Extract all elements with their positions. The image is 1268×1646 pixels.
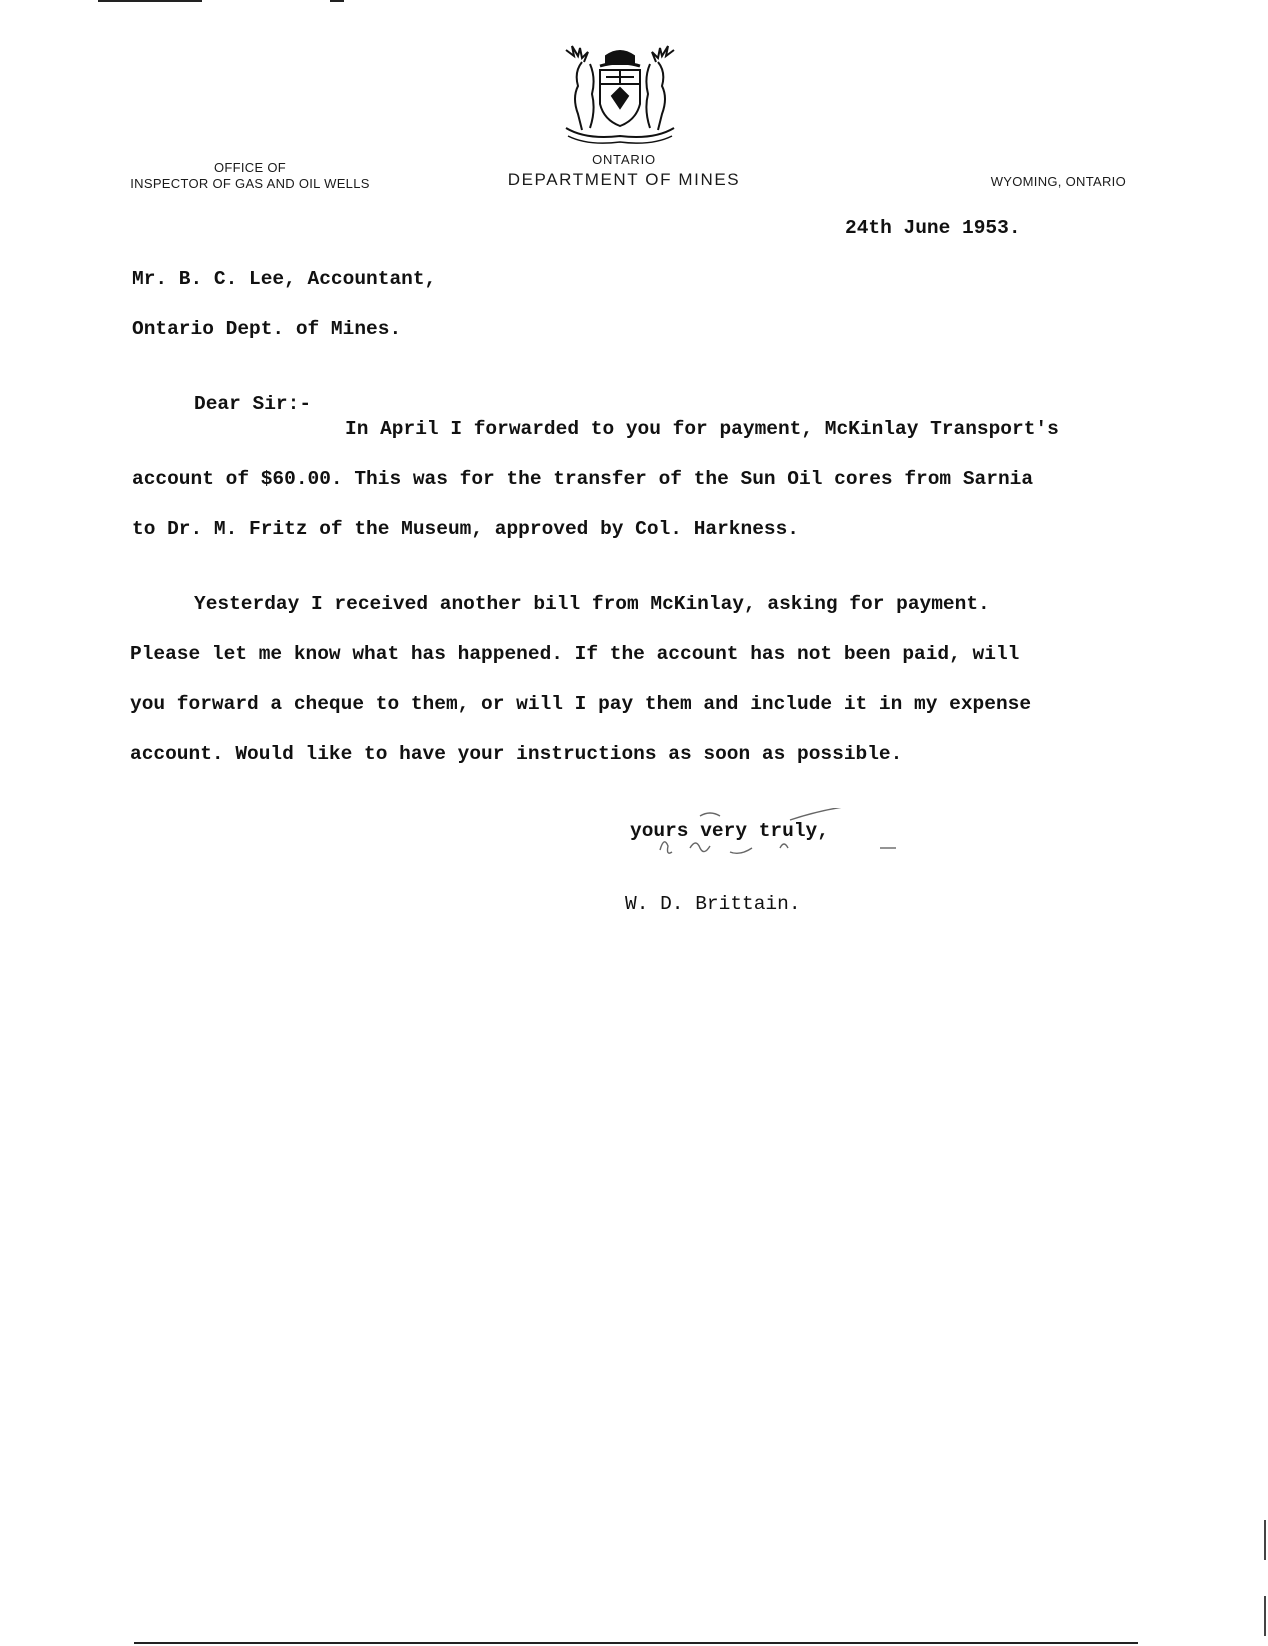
edge-mark [1264, 1520, 1266, 1560]
body-line: you forward a cheque to them, or will I pay them and include it in my expense [130, 693, 1032, 715]
salutation: Dear Sir:- [194, 393, 312, 415]
closing: yours very truly, [630, 820, 829, 842]
recipient-line1: Mr. B. C. Lee, Accountant, [132, 268, 437, 290]
body-line: In April I forwarded to you for payment, McKinlay Transport's [345, 418, 1059, 440]
office-title [125, 160, 375, 192]
signer-name: W. D. Brittain. [625, 893, 801, 915]
body-line: account of $60.00. This was for the transfer of the Sun Oil cores from Sarnia [132, 468, 1034, 490]
letter-date: 24th June 1953. [845, 217, 1021, 239]
ontario-coat-of-arms-icon [560, 40, 680, 144]
top-rule [98, 0, 202, 2]
edge-mark [1264, 1596, 1266, 1636]
location-label: WYOMING, ONTARIO [990, 174, 1126, 189]
top-rule-mark [330, 0, 344, 2]
handwritten-signature-icon [640, 808, 920, 878]
department-title: DEPARTMENT OF MINES [507, 170, 741, 189]
office-line2: INSPECTOR OF GAS AND OIL WELLS [130, 176, 370, 191]
body-line: account. Would like to have your instructions as soon as possible. [130, 743, 903, 765]
bottom-rule [134, 1642, 1138, 1644]
province-label: ONTARIO [592, 152, 656, 167]
office-line1: OFFICE OF [213, 160, 287, 175]
recipient-line2: Ontario Dept. of Mines. [132, 318, 402, 340]
body-line: to Dr. M. Fritz of the Museum, approved by Col. Harkness. [132, 518, 800, 540]
body-line: Yesterday I received another bill from McKinlay, asking for payment. [194, 593, 990, 615]
body-line: Please let me know what has happened. If the account has not been paid, will [130, 643, 1020, 665]
